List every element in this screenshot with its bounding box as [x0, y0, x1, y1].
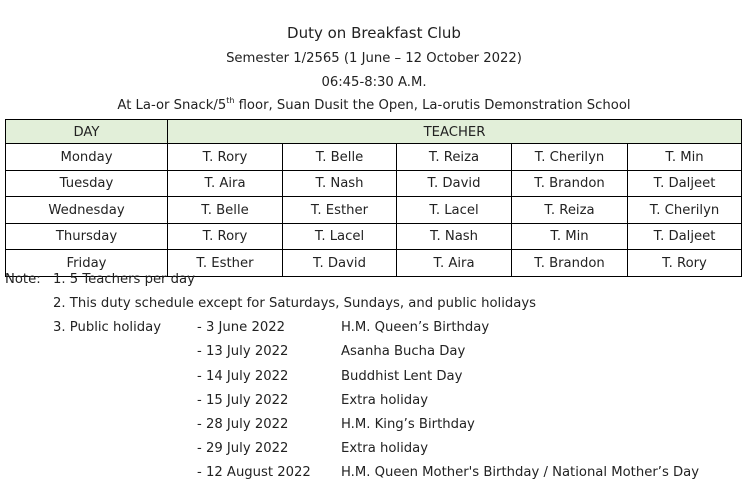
holiday-date: - 3 June 2022 — [197, 320, 286, 335]
holiday-name: Extra holiday — [341, 393, 429, 408]
duty-table — [5, 119, 742, 277]
table-row — [6, 144, 742, 171]
semester-line: Semester 1/2565 (1 June – 12 October 2022) — [226, 51, 522, 66]
table-row — [6, 197, 742, 224]
holiday-date: - 14 July 2022 — [197, 369, 289, 384]
teacher-cell: T. Esther — [283, 197, 397, 224]
holiday-name: Extra holiday — [341, 441, 429, 456]
teacher-cell: T. Aira — [168, 170, 283, 197]
holiday-date: - 12 August 2022 — [197, 465, 311, 480]
day-column-header: DAY — [6, 120, 168, 144]
teacher-cell: T. Daljeet — [628, 170, 742, 197]
teacher-column-header: TEACHER — [168, 120, 742, 144]
teacher-cell: T. Aira — [397, 250, 512, 277]
holiday-date: - 13 July 2022 — [197, 344, 289, 359]
teacher-cell: T. Cherilyn — [512, 144, 628, 171]
teacher-cell: T. Brandon — [512, 170, 628, 197]
holiday-name: Buddhist Lent Day — [341, 369, 463, 384]
holiday-name: H.M. Queen Mother's Birthday / National Mother’s Day — [341, 465, 700, 480]
table-header-row — [6, 120, 742, 144]
holiday-date: - 28 July 2022 — [197, 417, 289, 432]
teacher-cell: T. David — [397, 170, 512, 197]
teacher-cell: T. Nash — [283, 170, 397, 197]
teacher-cell: T. Nash — [397, 223, 512, 250]
time-line: 06:45-8:30 A.M. — [321, 75, 427, 90]
document-title: Duty on Breakfast Club — [287, 24, 461, 42]
day-cell: Wednesday — [6, 197, 168, 224]
teacher-cell: T. Belle — [168, 197, 283, 224]
table-row — [6, 223, 742, 250]
teacher-cell: T. Min — [512, 223, 628, 250]
teacher-cell: T. Reiza — [397, 144, 512, 171]
location-superscript: th — [226, 96, 235, 105]
day-cell: Tuesday — [6, 170, 168, 197]
location-text-end: floor, Suan Dusit the Open, La-orutis Demonstration School — [234, 98, 631, 113]
teacher-cell: T. Lacel — [397, 197, 512, 224]
teacher-cell: T. Cherilyn — [628, 197, 742, 224]
note-label: Note: — [5, 272, 41, 287]
day-cell: Thursday — [6, 223, 168, 250]
teacher-cell: T. David — [283, 250, 397, 277]
holiday-name: H.M. Queen’s Birthday — [341, 320, 490, 335]
location-line — [0, 98, 748, 113]
day-cell: Monday — [6, 144, 168, 171]
note-item-1: 1. 5 Teachers per day — [53, 272, 195, 287]
note-item-2: 2. This duty schedule except for Saturdays, Sundays, and public holidays — [53, 296, 537, 311]
holiday-date: - 29 July 2022 — [197, 441, 289, 456]
day-cell: Friday — [6, 250, 168, 277]
teacher-cell: T. Belle — [283, 144, 397, 171]
table-row — [6, 170, 742, 197]
holiday-name: H.M. King’s Birthday — [341, 417, 475, 432]
teacher-cell: T. Reiza — [512, 197, 628, 224]
holiday-name: Asanha Bucha Day — [341, 344, 466, 359]
teacher-cell: T. Rory — [168, 144, 283, 171]
teacher-cell: T. Rory — [628, 250, 742, 277]
location-text-start: At La-or Snack/5 — [117, 98, 227, 113]
holiday-date: - 15 July 2022 — [197, 393, 289, 408]
teacher-cell: T. Esther — [168, 250, 283, 277]
teacher-cell: T. Min — [628, 144, 742, 171]
teacher-cell: T. Brandon — [512, 250, 628, 277]
teacher-cell: T. Daljeet — [628, 223, 742, 250]
note-item-3: 3. Public holiday — [53, 320, 162, 335]
teacher-cell: T. Lacel — [283, 223, 397, 250]
teacher-cell: T. Rory — [168, 223, 283, 250]
